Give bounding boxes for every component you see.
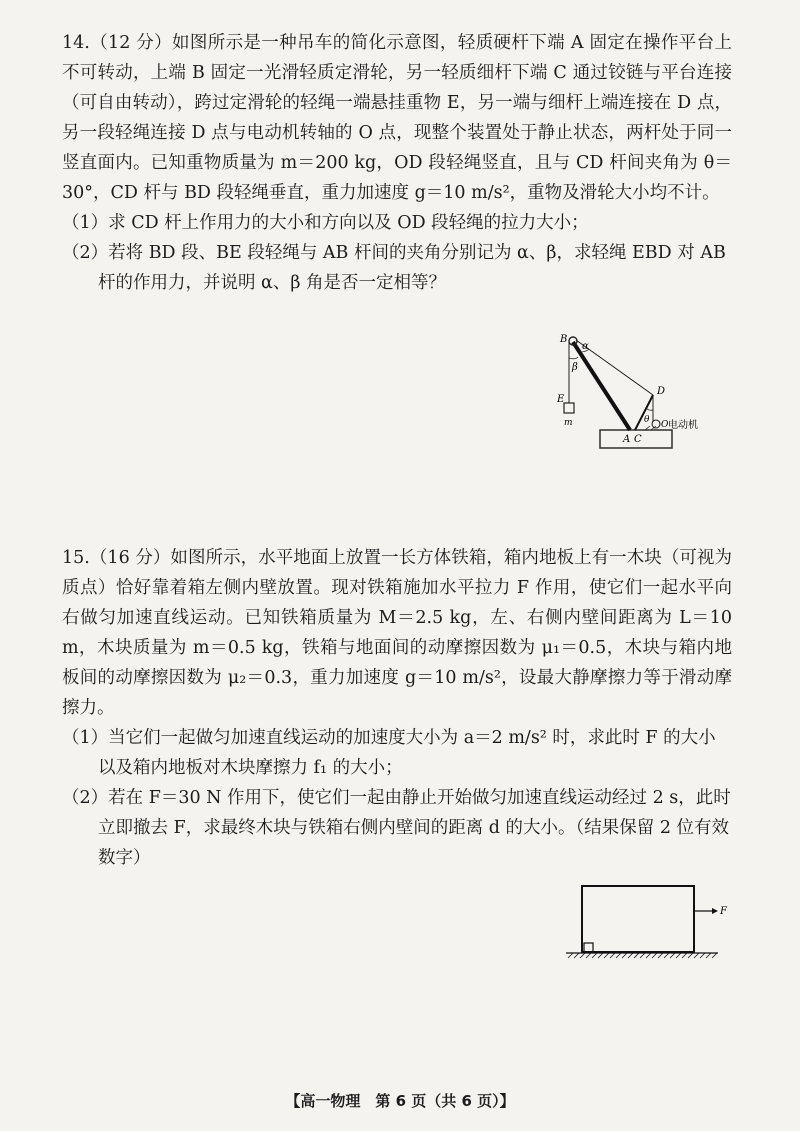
ground-hatching bbox=[568, 953, 717, 958]
problem-14-question-1: （1）求 CD 杆上作用力的大小和方向以及 OD 段轻绳的拉力大小； bbox=[62, 213, 589, 233]
iron-box bbox=[582, 886, 694, 952]
hatch-line bbox=[694, 953, 699, 958]
hatch-line bbox=[652, 953, 657, 958]
hatch-line bbox=[658, 953, 663, 958]
problem-14-stem: 14.（12 分）如图所示是一种吊车的简化示意图，轻质硬杆下端 A 固定在操作平台上不可转动，上端 B 固定一光滑轻质定滑轮，另一轻质细杆下端 C 通过铰链与平台连接（可自由转动），跨过定滑轮的轻绳一端悬挂重物 E，另一端与细杆上端连接在 D 点，另一段轻绳连接 D 点与电动机转轴的 O 点，现整个装置处于静止状态，两杆处于同一竖直面内。已知重物质量为 m＝200 kg，OD 段轻绳竖直，且与 CD 杆间夹角为 θ＝30°，CD 杆与 BD 段轻绳垂直，重力加速度 g＝10 m/s²，重物及滑轮大小均不计。 bbox=[62, 33, 732, 203]
problem-15-question-1: （1）当它们一起做匀加速直线运动的加速度大小为 a＝2 m/s² 时，求此时 F 的大小以及箱内地板对木块摩擦力 f₁ 的大小； bbox=[62, 728, 716, 778]
label-a: A bbox=[623, 434, 631, 445]
problem-15 bbox=[62, 543, 732, 873]
label-d: D bbox=[657, 386, 666, 397]
hatch-line bbox=[592, 953, 597, 958]
rod-ab bbox=[573, 342, 630, 430]
label-beta: β bbox=[572, 362, 578, 373]
weight-e bbox=[564, 403, 574, 413]
arrow-head-icon bbox=[712, 908, 718, 914]
hatch-line bbox=[598, 953, 603, 958]
beta-arc bbox=[569, 357, 578, 359]
label-o: O bbox=[661, 420, 669, 430]
hatch-line bbox=[628, 953, 633, 958]
hatch-line bbox=[568, 953, 573, 958]
hatch-line bbox=[706, 953, 711, 958]
hatch-line bbox=[664, 953, 669, 958]
hatch-line bbox=[622, 953, 627, 958]
hatch-line bbox=[580, 953, 585, 958]
label-theta: θ bbox=[644, 415, 650, 425]
problem-15-question-2: （2）若在 F＝30 N 作用下，使它们一起由静止开始做匀加速直线运动经过 2 s，此时立即撤去 F，求最终木块与铁箱右侧内壁间的距离 d 的大小。（结果保留 2 位有效数字） bbox=[62, 788, 731, 868]
label-m: m bbox=[564, 418, 573, 428]
hatch-line bbox=[646, 953, 651, 958]
motor-icon bbox=[652, 420, 660, 428]
page-footer: 【高一物理 第 6 页（共 6 页）】 bbox=[285, 1092, 515, 1110]
hatch-line bbox=[604, 953, 609, 958]
hatch-line bbox=[688, 953, 693, 958]
hatch-line bbox=[712, 953, 717, 958]
hatch-line bbox=[682, 953, 687, 958]
hatch-line bbox=[616, 953, 621, 958]
iron-box-diagram bbox=[560, 880, 740, 962]
label-motor: 电动机 bbox=[668, 420, 698, 431]
hatch-line bbox=[574, 953, 579, 958]
wood-block bbox=[584, 943, 593, 952]
hatch-line bbox=[670, 953, 675, 958]
hatch-line bbox=[634, 953, 639, 958]
hatch-line bbox=[700, 953, 705, 958]
label-f: F bbox=[720, 906, 727, 917]
hatch-line bbox=[610, 953, 615, 958]
hatch-line bbox=[640, 953, 645, 958]
label-c: C bbox=[634, 434, 642, 445]
label-alpha: α bbox=[582, 341, 589, 352]
label-e: E bbox=[557, 394, 565, 405]
crane-diagram bbox=[540, 330, 740, 455]
label-b: B bbox=[560, 334, 568, 345]
problem-14-question-2: （2）若将 BD 段、BE 段轻绳与 AB 杆间的夹角分别记为 α、β，求轻绳 EBD 对 AB 杆的作用力，并说明 α、β 角是否一定相等？ bbox=[62, 243, 726, 293]
problem-14 bbox=[62, 28, 732, 298]
hatch-line bbox=[676, 953, 681, 958]
hatch-line bbox=[586, 953, 591, 958]
problem-15-stem: 15.（16 分）如图所示，水平地面上放置一长方体铁箱，箱内地板上有一木块（可视为质点）恰好靠着箱左侧内壁放置。现对铁箱施加水平拉力 F 作用，使它们一起水平向右做匀加速直线运动。已知铁箱质量为 M＝2.5 kg，左、右侧内壁间距离为 L＝10 m，木块质量为 m＝0.5 kg，铁箱与地面间的动摩擦因数为 μ₁＝0.5，木块与箱内地板间的动摩擦因数为 μ₂＝0.3，重力加速度 g＝10 m/s²，设最大静摩擦力等于滑动摩擦力。 bbox=[62, 548, 732, 718]
